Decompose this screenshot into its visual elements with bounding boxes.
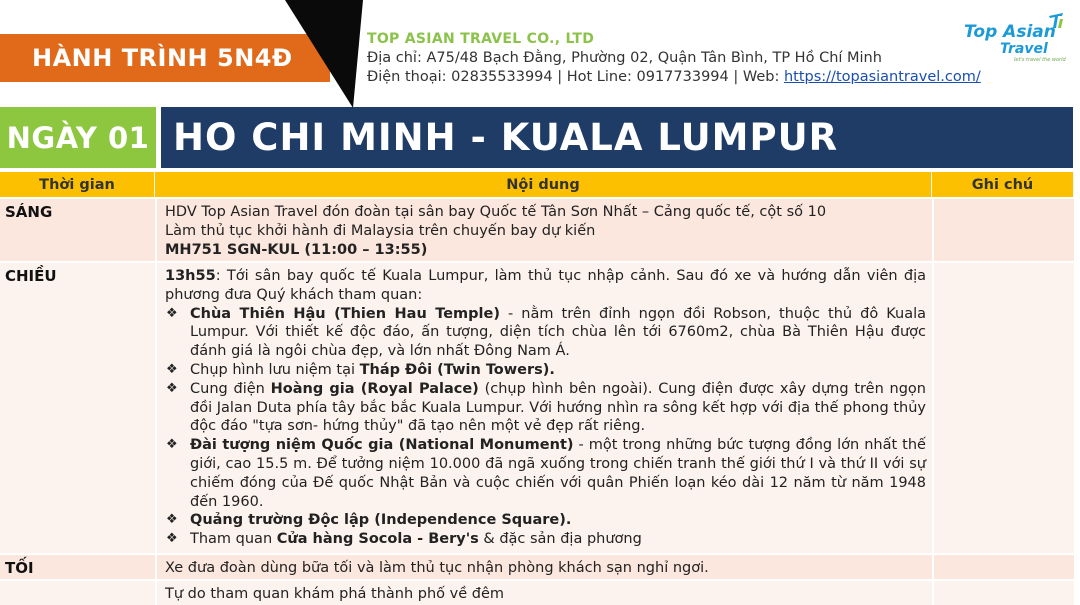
website-link[interactable]: https://topasiantravel.com/ xyxy=(783,69,981,85)
day-title-bar xyxy=(161,107,1073,168)
contact-text: Điện thoại: 02835533994 | Hot Line: 0917733994 | Web: xyxy=(367,69,784,85)
column-header-time: Thời gian xyxy=(0,172,155,197)
diamond-bullet-icon: ❖ xyxy=(166,305,178,321)
logo-text-top: Top Asian xyxy=(964,22,1056,42)
column-header-notes: Ghi chú xyxy=(932,172,1074,197)
afternoon-content xyxy=(155,263,932,553)
table-row-morning xyxy=(0,199,1074,261)
attraction-desc: Tham quan xyxy=(190,531,277,548)
table-row-afternoon xyxy=(0,263,1074,553)
night-content: Tự do tham quan khám phá thành phố về đêm xyxy=(155,581,932,605)
logo-text-bottom: Travel xyxy=(1000,41,1048,57)
attraction-name: Chùa Thiên Hậu (Thien Hau Temple) xyxy=(190,305,500,322)
diamond-bullet-icon: ❖ xyxy=(166,361,178,377)
list-item xyxy=(165,530,926,549)
morning-line-2: Làm thủ tục khởi hành đi Malaysia trên chuyến bay dự kiến xyxy=(165,222,596,239)
evening-notes xyxy=(932,555,1074,579)
list-item xyxy=(165,305,926,361)
afternoon-intro xyxy=(165,267,926,305)
attraction-name: Cửa hàng Socola - Bery's xyxy=(276,531,479,548)
diamond-bullet-icon: ❖ xyxy=(166,512,178,528)
morning-line-1: HDV Top Asian Travel đón đoàn tại sân bay Quốc tế Tân Sơn Nhất – Cảng quốc tế, cột số 10 xyxy=(165,204,827,220)
company-name: TOP ASIAN TRAVEL CO., LTD xyxy=(367,31,595,47)
attraction-desc: - nằm trên đỉnh ngọn đồi Robson, thuộc thủ đô Kuala Lumpur. Với thiết kế độc đáo, ấn tượng, diện tích chùa lên tới 6760m2, chùa Bà Thiên Hậu được đánh giá là ngôi chùa đẹp, và lớn nhất Đông Nam Á. xyxy=(190,305,927,360)
diamond-bullet-icon: ❖ xyxy=(166,437,178,453)
attraction-name: Đài tượng niệm Quốc gia (National Monument) xyxy=(190,437,574,454)
afternoon-notes xyxy=(932,263,1074,553)
list-item xyxy=(165,511,926,530)
period-afternoon: CHIỀU xyxy=(5,267,57,285)
attraction-list xyxy=(165,305,926,549)
morning-notes xyxy=(932,199,1074,261)
table-header-row xyxy=(0,172,1074,197)
list-item xyxy=(165,361,926,380)
diamond-bullet-icon: ❖ xyxy=(166,380,178,396)
flight-info: MH751 SGN-KUL (11:00 – 13:55) xyxy=(165,241,428,258)
list-item xyxy=(165,436,926,511)
period-morning: SÁNG xyxy=(5,203,53,221)
attraction-desc: Chụp hình lưu niệm tại xyxy=(190,361,360,378)
morning-content xyxy=(155,199,932,261)
day-route-title: HO CHI MINH - KUALA LUMPUR xyxy=(173,116,839,159)
period-night xyxy=(0,581,155,605)
table-row-evening xyxy=(0,555,1074,579)
attraction-desc: - một trong những bức tượng đồng lớn nhất thế giới, cao 15.5 m. Để tưởng niệm 10.000 đã ngã xuống trong chiến tranh thế giới thứ I và thứ II với sự chiếm đóng của Đế quốc Nhật Bản và cuộc chiến với quân Phiến loạn kéo dài 12 năm từ năm 1948 đến 1960. xyxy=(190,437,926,510)
attraction-name: Hoàng gia (Royal Palace) xyxy=(270,380,479,397)
logo-tagline: let's travel the world xyxy=(1014,57,1066,63)
company-info xyxy=(367,30,981,87)
column-header-content: Nội dung xyxy=(155,172,932,197)
tour-title-banner xyxy=(0,34,330,82)
day-badge xyxy=(0,107,156,168)
company-logo xyxy=(962,10,1066,66)
night-notes xyxy=(932,581,1074,605)
attraction-desc: (chụp hình bên ngoài). Cung điện được xây dựng trên ngọn đồi Jalan Duta phía tây bắc bắc Kuala Lumpur. Với hướng nhìn ra sông kết hợp với địa thế phong thủy độc đáo "tựa sơn- hứng thủy" đã tạo nên một vẻ đẹp rất riêng. xyxy=(190,380,926,435)
attraction-desc: Cung điện xyxy=(190,380,271,397)
tour-title: HÀNH TRÌNH 5N4Đ xyxy=(32,44,293,72)
list-item xyxy=(165,380,926,436)
attraction-desc: & đặc sản địa phương xyxy=(478,531,642,548)
arrival-text: : Tới sân bay quốc tế Kuala Lumpur, làm thủ tục nhập cảnh. Sau đó xe và hướng dẫn viên địa phương đưa Quý khách tham quan: xyxy=(165,268,926,303)
banner-wedge-shape xyxy=(285,0,365,110)
day-number: NGÀY 01 xyxy=(6,120,150,155)
attraction-name: Quảng trường Độc lập (Independence Square). xyxy=(190,512,572,529)
diamond-bullet-icon: ❖ xyxy=(166,531,178,547)
arrival-time: 13h55 xyxy=(165,268,216,284)
company-contact xyxy=(367,68,981,87)
company-address: Địa chỉ: A75/48 Bạch Đằng, Phường 02, Quận Tân Bình, TP Hồ Chí Minh xyxy=(367,50,882,66)
period-evening: TỐI xyxy=(5,559,34,577)
evening-content: Xe đưa đoàn dùng bữa tối và làm thủ tục nhận phòng khách sạn nghỉ ngơi. xyxy=(155,555,932,579)
table-row-night xyxy=(0,581,1074,605)
attraction-name: Tháp Đôi (Twin Towers). xyxy=(359,361,555,378)
